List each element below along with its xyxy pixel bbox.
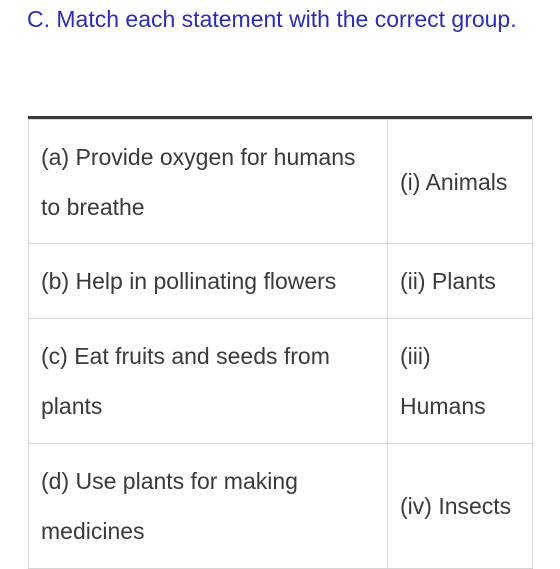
table-row bbox=[29, 444, 533, 569]
group-cell: (ii) Plants bbox=[388, 244, 533, 319]
group-cell: (iv) Insects bbox=[388, 444, 533, 569]
match-table bbox=[28, 119, 533, 569]
statement-cell: (d) Use plants for making medicines bbox=[29, 444, 388, 569]
statement-cell: (a) Provide oxygen for humans to breathe bbox=[29, 120, 388, 244]
statement-cell: (c) Eat fruits and seeds from plants bbox=[29, 319, 388, 444]
table-row bbox=[29, 120, 533, 244]
table-row bbox=[29, 319, 533, 444]
group-cell: (i) Animals bbox=[388, 120, 533, 244]
match-table-container bbox=[28, 116, 532, 569]
question-heading: C. Match each statement with the correct group. bbox=[27, 6, 517, 32]
statement-cell: (b) Help in pollinating flowers bbox=[29, 244, 388, 319]
table-row bbox=[29, 244, 533, 319]
group-cell: (iii) Humans bbox=[388, 319, 533, 444]
